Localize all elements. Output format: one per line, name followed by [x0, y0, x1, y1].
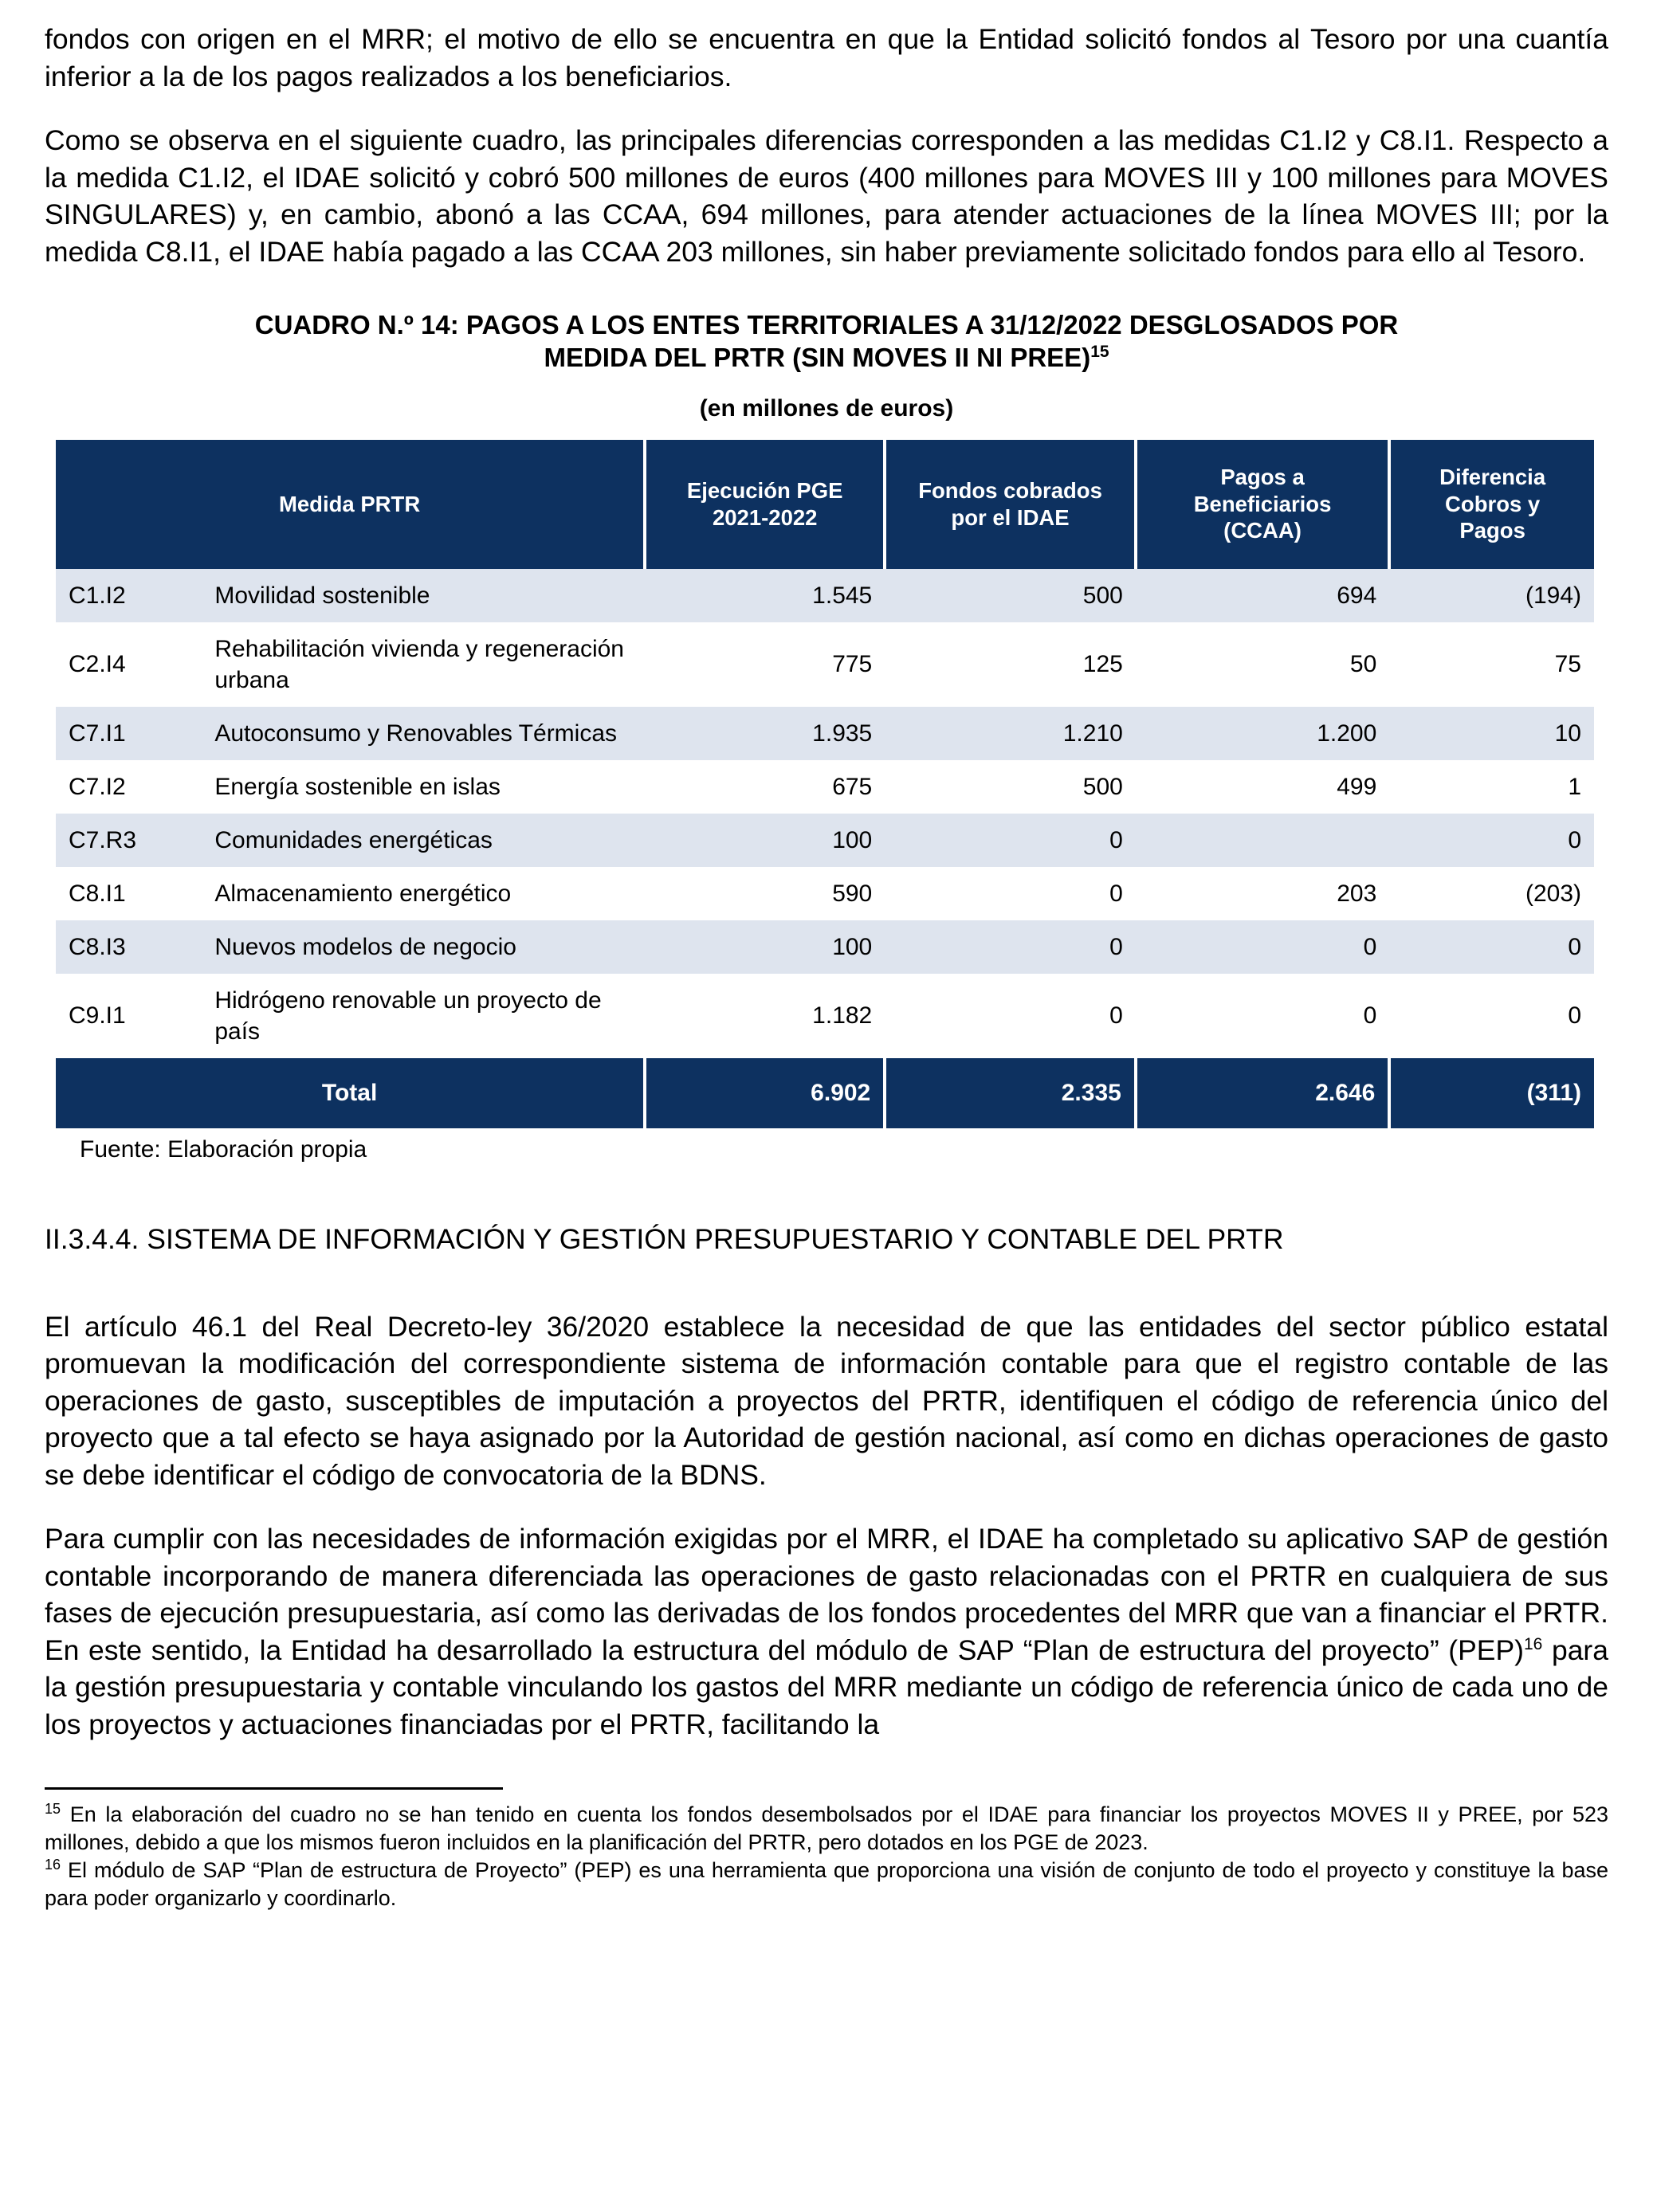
- column-header-pagos-line1: Pagos a: [1220, 465, 1305, 490]
- cell-description: Hidrógeno renovable un proyecto de país: [214, 986, 602, 1045]
- cell-code: C2.I4: [69, 651, 126, 677]
- cell-code: C7.I2: [69, 773, 126, 800]
- column-header-diferencia-line1: Diferencia: [1439, 465, 1546, 490]
- cell-fondos-cobrados: 500: [885, 569, 1136, 622]
- table-row: [56, 814, 1594, 867]
- cell-ejecucion-pge: 775: [832, 651, 873, 677]
- table-total-row: [56, 1058, 1594, 1128]
- cell-ejecucion-pge: 1.545: [645, 569, 885, 622]
- paragraph-sap-pep: [45, 1520, 1608, 1743]
- column-header-pagos-beneficiarios: [1136, 440, 1389, 569]
- cell-diferencia: 0: [1389, 814, 1594, 867]
- cell-fondos-cobrados: 125: [1082, 651, 1123, 677]
- section-heading: II.3.4.4. SISTEMA DE INFORMACIÓN Y GESTIÓN PRESUPUESTARIO Y CONTABLE DEL PRTR: [45, 1222, 1284, 1255]
- cell-pagos-beneficiarios: [1136, 814, 1389, 867]
- cell-diferencia: (203): [1525, 880, 1581, 907]
- paragraph-articulo-46: El artículo 46.1 del Real Decreto-ley 36/2020 establece la necesidad de que las entidades del sector público estatal promuevan la modificación del correspondiente sistema de información contable para que el registro contable de las operaciones de gasto, susceptibles de imputación a proyectos del PRTR, identifiquen el código de referencia único del proyecto que a tal efecto se haya asignado por la Autoridad de gestión nacional, así como en dichas operaciones de gasto se debe identificar el código de convocatoria de la BDNS.: [45, 1310, 1608, 1491]
- paragraph-footnote-marker-16: 16: [1523, 1634, 1543, 1653]
- footnote-15-text: En la elaboración del cuadro no se han tenido en cuenta los fondos desembolsados por el IDAE para financiar los proyectos MOVES II y PREE, por 523 millones, debido a que los mismos fueron incluidos en la planificación del PRTR, pero dotados en los PGE de 2023.: [45, 1802, 1608, 1855]
- cell-description: Energía sostenible en islas: [214, 773, 501, 800]
- table-container: [45, 440, 1608, 1128]
- cell-fondos-cobrados: 0: [885, 814, 1136, 867]
- cell-pagos-beneficiarios: 203: [1337, 880, 1377, 907]
- cell-total-ejecucion-pge: 6.902: [645, 1058, 885, 1128]
- table-row: [56, 867, 1594, 920]
- table-header-row: [56, 440, 1594, 569]
- column-header-fondos-cobrados-line2: por el IDAE: [951, 504, 1070, 530]
- cell-diferencia: 1: [1568, 773, 1581, 800]
- cell-diferencia: (194): [1389, 569, 1594, 622]
- footnote-16-marker: 16: [45, 1857, 61, 1873]
- column-header-ejecucion-pge-line1: Ejecución PGE: [686, 477, 843, 503]
- table-caption-line1: CUADRO N.º 14: PAGOS A LOS ENTES TERRITORIALES A 31/12/2022 DESGLOSADOS POR: [254, 310, 1399, 339]
- table-row: [56, 569, 1594, 622]
- cell-ejecucion-pge: 1.935: [645, 707, 885, 760]
- paragraph-sap-pep-after: para la gestión presupuestaria y contable vinculando los gastos del MRR mediante un código de referencia único de cada uno de los proyectos y actuaciones financiadas por el PRTR, facilitando la: [45, 1634, 1608, 1740]
- cell-fondos-cobrados: 0: [885, 920, 1136, 974]
- table-row: [56, 622, 1594, 707]
- cell-pagos-beneficiarios: 499: [1337, 773, 1377, 800]
- cell-diferencia: 75: [1554, 651, 1581, 677]
- cell-total-label: Total: [56, 1058, 645, 1128]
- cell-diferencia: 0: [1568, 1002, 1581, 1029]
- payments-table: [56, 440, 1594, 1128]
- table-row: [56, 974, 1594, 1058]
- cell-ejecucion-pge: 100: [645, 920, 885, 974]
- footnote-separator-rule: [45, 1787, 503, 1790]
- cell-code: C7.I1: [56, 707, 202, 760]
- cell-description: Movilidad sostenible: [202, 569, 645, 622]
- footnote-16: [45, 1857, 1608, 1912]
- footnote-15-marker: 15: [45, 1801, 61, 1818]
- footnote-16-text: El módulo de SAP “Plan de estructura de Proyecto” (PEP) es una herramienta que proporciona una visión de conjunto de todo el proyecto y constituye la base para poder organizarlo y coordinarlo.: [45, 1858, 1608, 1911]
- footnotes-section: [45, 1787, 1608, 1927]
- cell-code: C1.I2: [56, 569, 202, 622]
- column-header-diferencia: [1389, 440, 1594, 569]
- column-header-medida: [56, 440, 645, 569]
- cell-total-pagos-beneficiarios: 2.646: [1136, 1058, 1389, 1128]
- cell-pagos-beneficiarios: 0: [1136, 920, 1389, 974]
- column-header-ejecucion-pge: [645, 440, 885, 569]
- cell-description: Autoconsumo y Renovables Térmicas: [202, 707, 645, 760]
- table-row: [56, 707, 1594, 760]
- cell-code: C8.I3: [56, 920, 202, 974]
- cell-ejecucion-pge: 675: [832, 773, 873, 800]
- cell-fondos-cobrados: 0: [1109, 1002, 1123, 1029]
- cell-total-fondos-cobrados: 2.335: [885, 1058, 1136, 1128]
- column-header-fondos-cobrados-line1: Fondos cobrados: [918, 477, 1102, 503]
- table-caption: [45, 308, 1608, 375]
- column-header-pagos-line3: (CCAA): [1223, 518, 1302, 543]
- column-header-diferencia-line2: Cobros y: [1445, 491, 1541, 516]
- column-header-medida-text: Medida PRTR: [278, 491, 421, 516]
- cell-diferencia: 0: [1389, 920, 1594, 974]
- cell-ejecucion-pge: 590: [832, 880, 873, 907]
- cell-diferencia: 10: [1389, 707, 1594, 760]
- cell-fondos-cobrados: 500: [1082, 773, 1123, 800]
- column-header-diferencia-line3: Pagos: [1459, 518, 1525, 543]
- cell-fondos-cobrados: 0: [1109, 880, 1123, 907]
- cell-ejecucion-pge: 100: [645, 814, 885, 867]
- cell-description: Nuevos modelos de negocio: [202, 920, 645, 974]
- cell-pagos-beneficiarios: 0: [1363, 1002, 1377, 1029]
- paragraph-intro-table: Como se observa en el siguiente cuadro, las principales diferencias corresponden a las medidas C1.I2 y C8.I1. Respecto a la medida C1.I2, el IDAE solicitó y cobró 500 millones de euros (400 millones para MOVES III y 100 millones para MOVES SINGULARES) y, en cambio, abonó a las CCAA, 694 millones, para atender actuaciones de la línea MOVES III; por la medida C8.I1, el IDAE había pagado a las CCAA 203 millones, sin haber previamente solicitado fondos para ello al Tesoro.: [45, 124, 1608, 268]
- paragraph-sap-pep-before: Para cumplir con las necesidades de información exigidas por el MRR, el IDAE ha completado su aplicativo SAP de gestión contable incorporando de manera diferenciada las operaciones de gasto relacionadas con el PRTR en cualquiera de sus fases de ejecución presupuestaria, así como las derivadas de los fondos procedentes del MRR que van a financiar el PRTR. En este sentido, la Entidad ha desarrollado la estructura del módulo de SAP “Plan de estructura del proyecto” (PEP): [45, 1523, 1608, 1666]
- table-row: [56, 920, 1594, 974]
- column-header-ejecucion-pge-line2: 2021-2022: [712, 504, 818, 530]
- cell-ejecucion-pge: 1.182: [812, 1002, 873, 1029]
- column-header-fondos-cobrados: [885, 440, 1136, 569]
- table-source-note: Fuente: Elaboración propia: [80, 1135, 367, 1163]
- cell-total-diferencia: (311): [1389, 1058, 1594, 1128]
- cell-pagos-beneficiarios: 1.200: [1136, 707, 1389, 760]
- paragraph-continuation: fondos con origen en el MRR; el motivo de ello se encuentra en que la Entidad solicitó fondos al Tesoro por una cuantía inferior a la de los pagos realizados a los beneficiarios.: [45, 23, 1608, 92]
- cell-pagos-beneficiarios: 694: [1136, 569, 1389, 622]
- table-row: [56, 760, 1594, 814]
- cell-code: C7.R3: [56, 814, 202, 867]
- cell-description: Almacenamiento energético: [214, 880, 512, 907]
- cell-pagos-beneficiarios: 50: [1349, 651, 1377, 677]
- cell-fondos-cobrados: 1.210: [885, 707, 1136, 760]
- cell-code: C8.I1: [69, 880, 126, 907]
- cell-code: C9.I1: [69, 1002, 126, 1029]
- cell-description: Rehabilitación vivienda y regeneración urbana: [214, 635, 624, 693]
- table-caption-line2: MEDIDA DEL PRTR (SIN MOVES II NI PREE): [544, 343, 1091, 373]
- footnote-15: [45, 1801, 1608, 1857]
- cell-description: Comunidades energéticas: [202, 814, 645, 867]
- table-caption-footnote-marker: 15: [1090, 343, 1109, 362]
- column-header-pagos-line2: Beneficiarios: [1193, 491, 1332, 516]
- table-units-label: (en millones de euros): [699, 394, 954, 422]
